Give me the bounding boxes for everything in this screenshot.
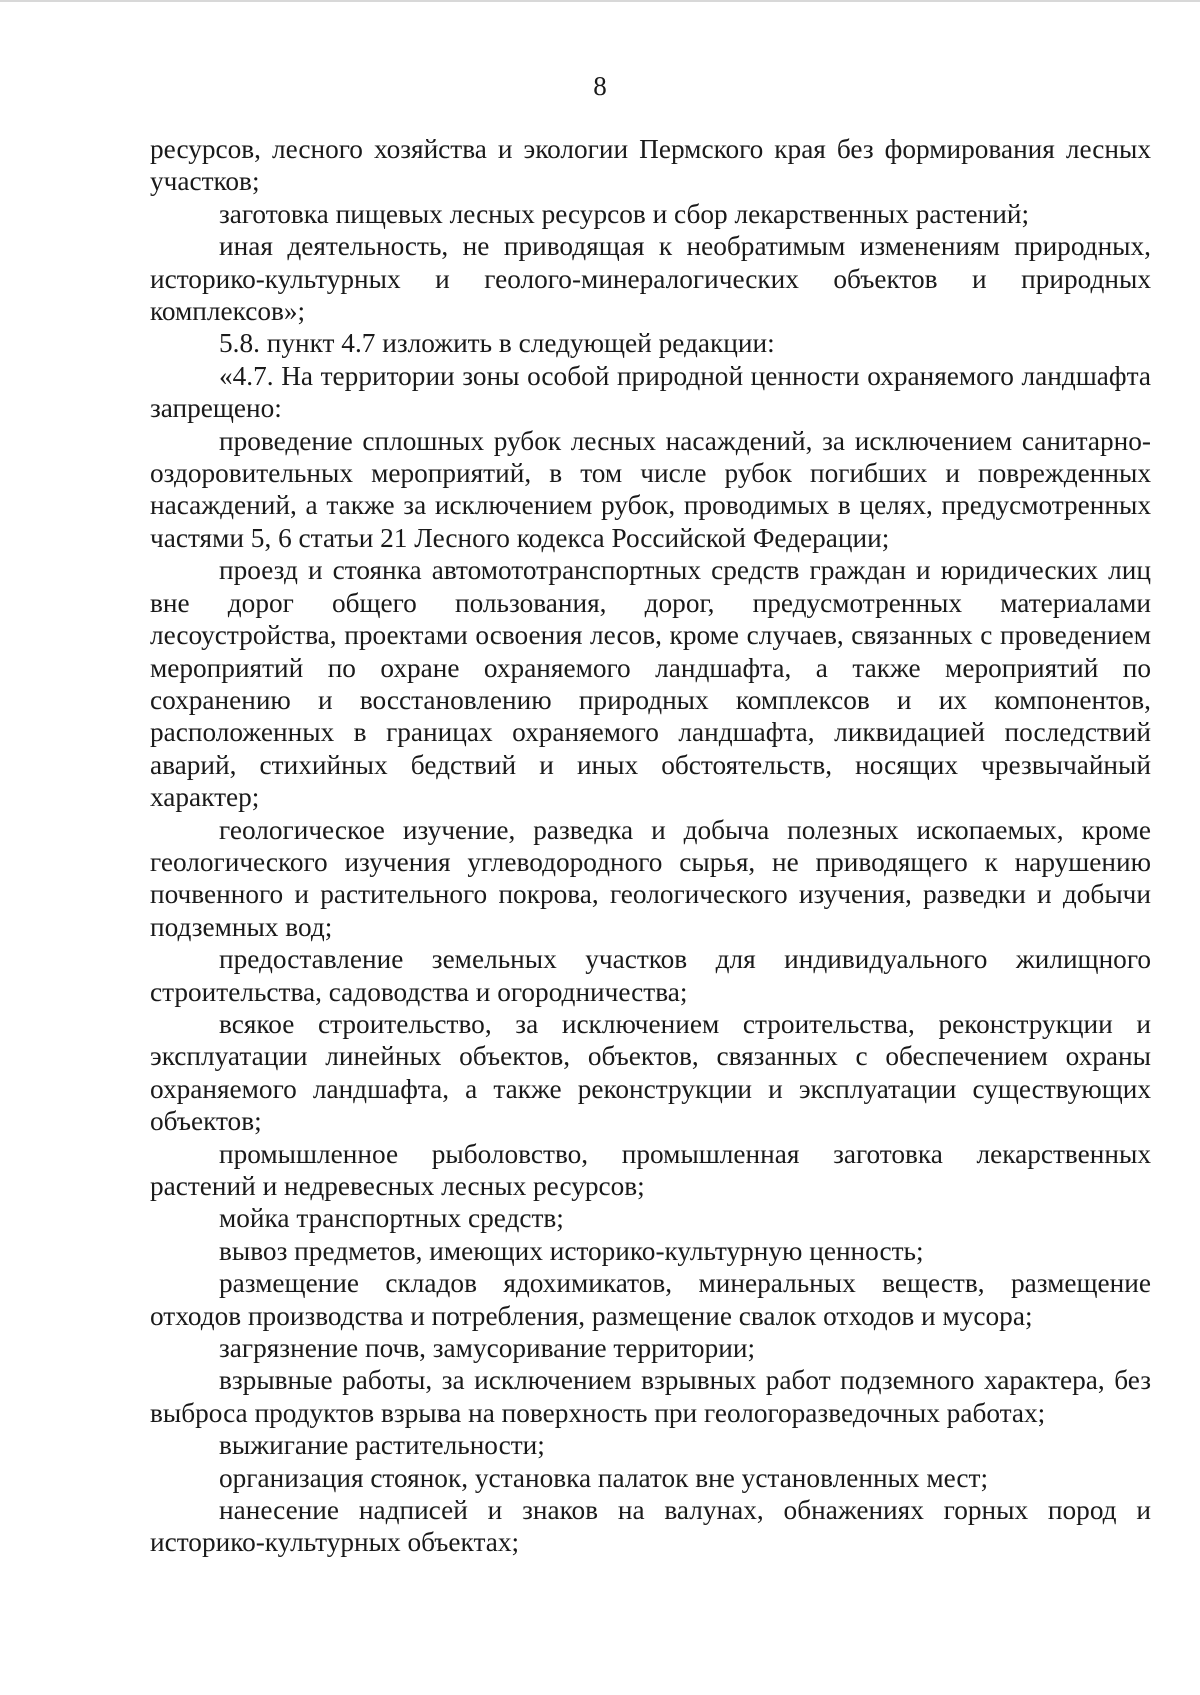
paragraph: проведение сплошных рубок лесных насаждений, за исключением санитарно-оздоровительных мероприятий, в том числе рубок погибших и поврежденных насаждений, а также за исключением рубок, проводимых в целях, предусмотренных частями 5, 6 статьи 21 Лесного кодекса Российской Федерации;	[150, 425, 1151, 553]
paragraph: организация стоянок, установка палаток вне установленных мест;	[219, 1462, 989, 1493]
paragraph: заготовка пищевых лесных ресурсов и сбор лекарственных растений;	[219, 198, 1030, 229]
document-body	[150, 133, 1151, 1559]
paragraph-clause-5-8: 5.8. пункт 4.7 изложить в следующей редакции:	[219, 328, 775, 359]
paragraph: мойка транспортных средств;	[219, 1203, 564, 1234]
paragraph-continuation: ресурсов, лесного хозяйства и экологии Пермского края без формирования лесных участков;	[150, 134, 1151, 197]
paragraph: геологическое изучение, разведка и добыча полезных ископаемых, кроме геологического изучения углеводородного сырья, не приводящего к нарушению почвенного и растительного покрова, геологического изучения, разведки и добычи подземных вод;	[150, 814, 1151, 942]
paragraph: проезд и стоянка автомототранспортных средств граждан и юридических лиц вне дорог общего пользования, дорог, предусмотренных материалами лесоустройства, проектами освоения лесов, кроме случаев, связанных с проведением мероприятий по охране охраняемого ландшафта, а также мероприятий по сохранению и восстановлению природных комплексов и их компонентов, расположенных в границах охраняемого ландшафта, ликвидацией последствий аварий, стихийных бедствий и иных обстоятельств, носящих чрезвычайный характер;	[150, 555, 1151, 813]
page-number: 8	[593, 71, 607, 101]
paragraph: нанесение надписей и знаков на валунах, обнажениях горных пород и историко-культурных объектах;	[150, 1495, 1151, 1558]
paragraph: загрязнение почв, замусоривание территории;	[219, 1333, 756, 1364]
paragraph: всякое строительство, за исключением строительства, реконструкции и эксплуатации линейных объектов, объектов, связанных с обеспечением охраны охраняемого ландшафта, а также реконструкции и эксплуатации существующих объектов;	[150, 1008, 1151, 1137]
paragraph: промышленное рыболовство, промышленная заготовка лекарственных растений и недревесных лесных ресурсов;	[150, 1138, 1151, 1201]
paragraph: выжигание растительности;	[219, 1430, 545, 1461]
paragraph: вывоз предметов, имеющих историко-культурную ценность;	[219, 1235, 924, 1266]
page-top-edge	[0, 0, 1200, 2]
paragraph: взрывные работы, за исключением взрывных работ подземного характера, без выброса продуктов взрыва на поверхность при геологоразведочных работах;	[150, 1365, 1151, 1428]
paragraph: предоставление земельных участков для индивидуального жилищного строительства, садоводства и огородничества;	[150, 944, 1151, 1007]
paragraph-clause-4-7: «4.7. На территории зоны особой природной ценности охраняемого ландшафта запрещено:	[150, 360, 1151, 424]
paragraph: размещение складов ядохимикатов, минеральных веществ, размещение отходов производства и потребления, размещение свалок отходов и мусора;	[150, 1268, 1151, 1331]
paragraph: иная деятельность, не приводящая к необратимым изменениям природных, историко-культурных и геолого-минералогических объектов и природных комплексов»;	[150, 231, 1151, 327]
